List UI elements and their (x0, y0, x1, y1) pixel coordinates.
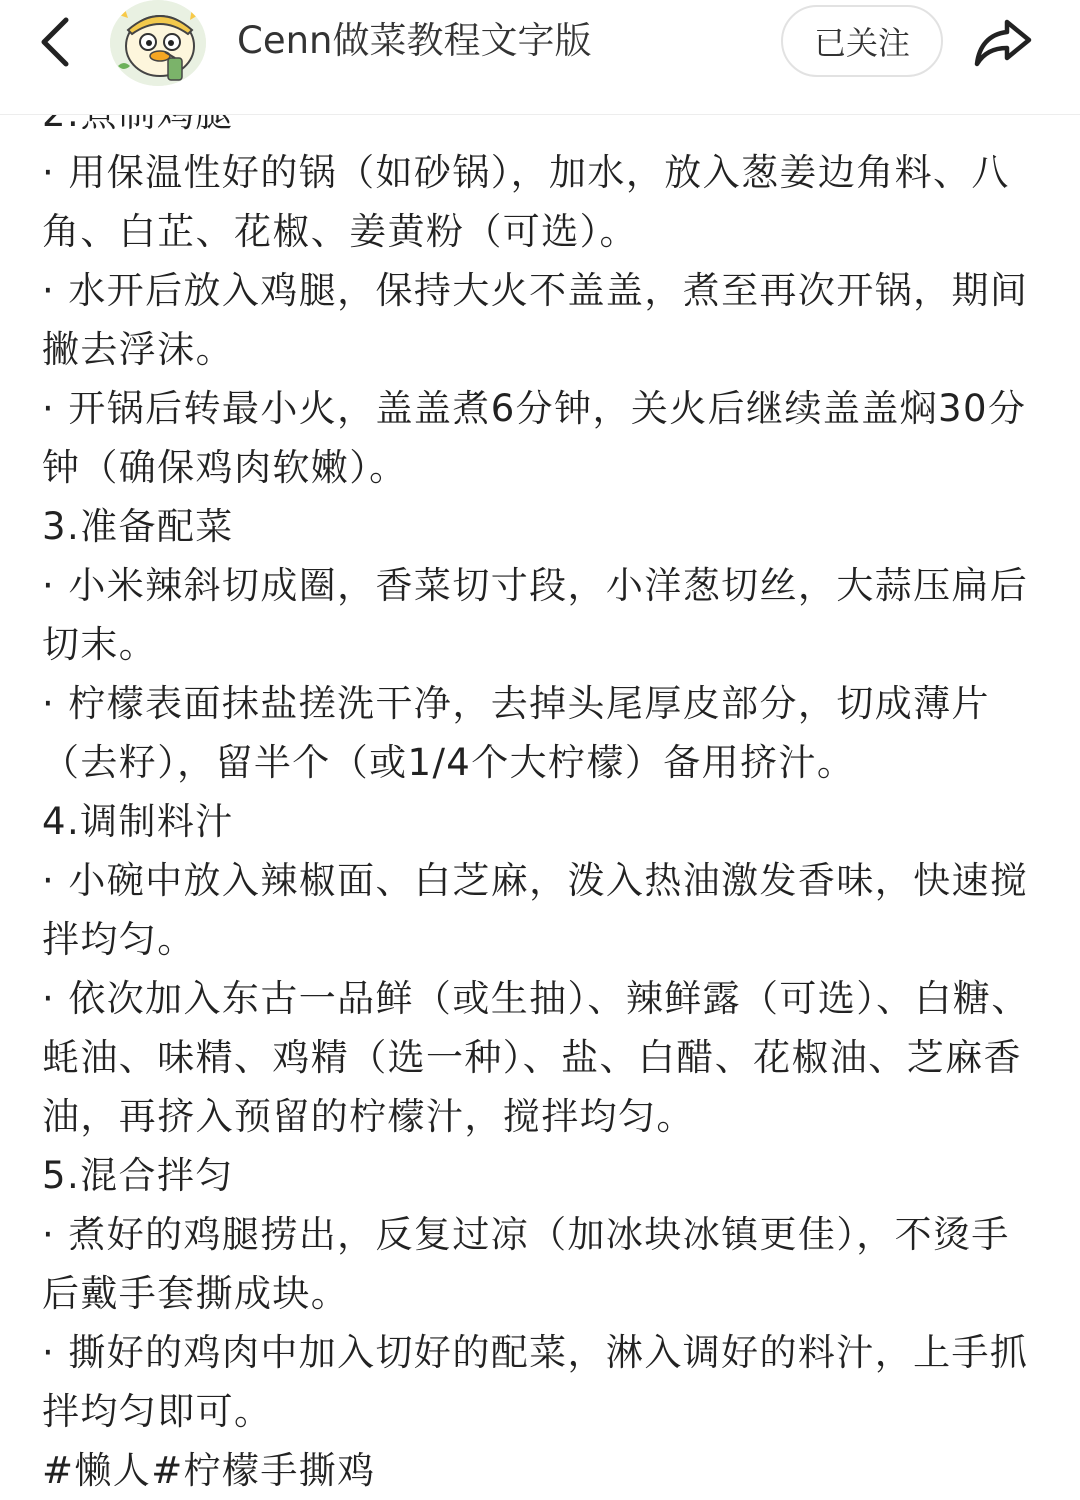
bullet-line: · 开锅后转最小火，盖盖煮6分钟，关火后继续盖盖焖30分钟（确保鸡肉软嫩）。 (42, 387, 1027, 489)
bullet-line: · 水开后放入鸡腿，保持大火不盖盖，煮至再次开锅，期间撇去浮沫。 (42, 269, 1029, 371)
bullet-line: · 小碗中放入辣椒面、白芝麻，泼入热油激发香味，快速搅拌均匀。 (42, 859, 1029, 961)
share-arrow-icon (973, 16, 1033, 68)
follow-button[interactable]: 已关注 (781, 5, 943, 77)
chevron-left-icon (38, 16, 72, 68)
step-heading: 3.准备配菜 (42, 505, 234, 548)
bullet-line: · 用保温性好的锅（如砂锅），加水，放入葱姜边角料、八角、白芷、花椒、姜黄粉（可选）。 (42, 151, 1010, 253)
bullet-line: · 依次加入东古一品鲜（或生抽）、辣鲜露（可选）、白糖、蚝油、味精、鸡精（选一种）、盐、白醋、花椒油、芝麻香油，再挤入预留的柠檬汁，搅拌均匀。 (42, 977, 1030, 1138)
step-heading: 5.混合拌匀 (42, 1154, 234, 1197)
bullet-line: · 煮好的鸡腿捞出，反复过凉（加冰块冰镇更佳），不烫手后戴手套撕成块。 (42, 1213, 1010, 1315)
avatar[interactable] (110, 0, 206, 86)
hashtag-line[interactable]: #懒人#柠檬手撕鸡 (42, 1449, 376, 1492)
back-button[interactable] (30, 12, 80, 72)
duck-avatar (110, 0, 206, 86)
step-heading: 4.调制料汁 (42, 800, 234, 843)
recipe-text (42, 84, 1042, 1500)
share-button[interactable] (970, 10, 1036, 74)
bullet-line: · 撕好的鸡肉中加入切好的配菜，淋入调好的料汁，上手抓拌均匀即可。 (42, 1331, 1029, 1433)
bullet-line: · 小米辣斜切成圈，香菜切寸段，小洋葱切丝，大蒜压扁后切末。 (42, 564, 1029, 666)
bullet-line: · 柠檬表面抹盐搓洗干净，去掉头尾厚皮部分，切成薄片（去籽），留半个（或1/4个大柠檬）备用挤汁。 (42, 682, 990, 784)
author-name[interactable]: Cenn做菜教程文字版 (237, 19, 592, 62)
top-navigation-bar (0, 0, 1080, 115)
